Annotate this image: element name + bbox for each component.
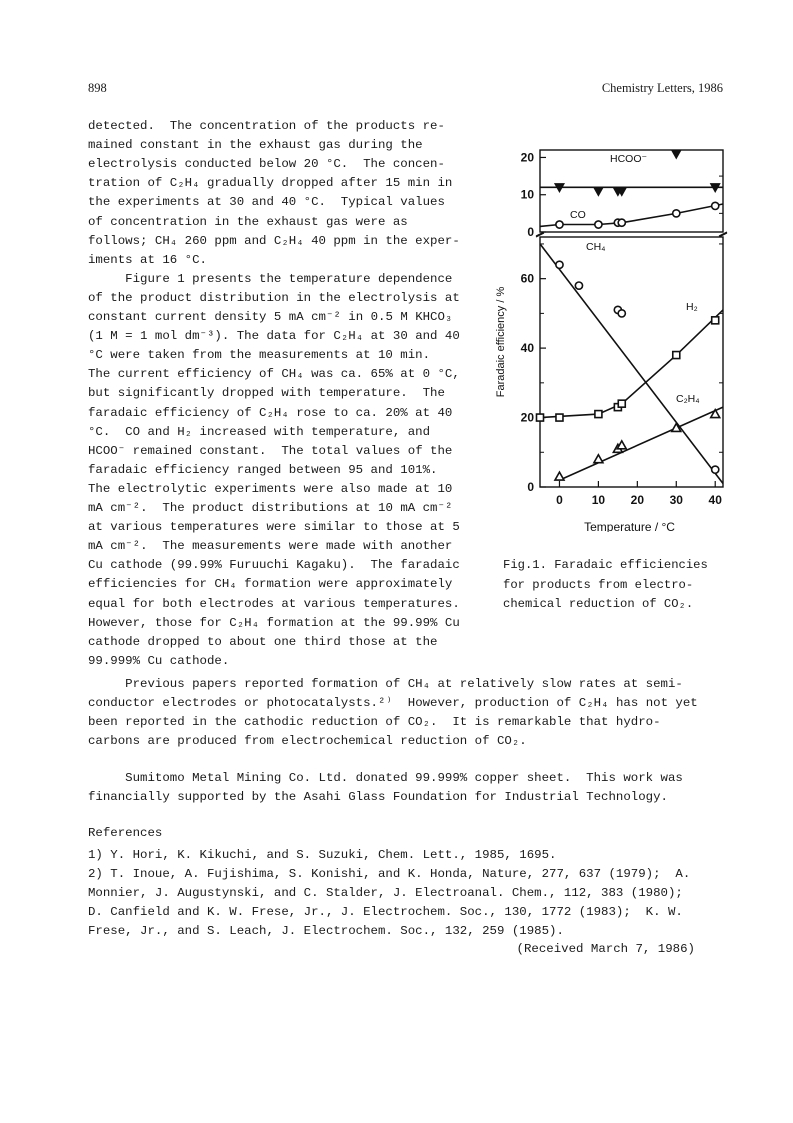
x-tick-label: 10 bbox=[591, 493, 606, 507]
text-line: cathode dropped to about one third those at the bbox=[88, 634, 438, 649]
data-point bbox=[595, 411, 602, 418]
text-line: carbons are produced from electrochemical reduction of CO₂. bbox=[88, 734, 527, 749]
data-point bbox=[672, 150, 681, 158]
reference-line: D. Canfield and K. W. Frese, Jr., J. Electrochem. Soc., 130, 1772 (1983); K. W. bbox=[88, 905, 683, 920]
y-tick-label-lower: 40 bbox=[520, 341, 534, 356]
figure-caption bbox=[503, 556, 708, 615]
text-line: at various temperatures were similar to those at 5 bbox=[88, 520, 460, 535]
text-line: financially supported by the Asahi Glass Foundation for Industrial Technology. bbox=[88, 790, 668, 805]
text-line: iments at 16 °C. bbox=[88, 252, 207, 267]
references-heading: References bbox=[88, 826, 163, 840]
page-number: 898 bbox=[88, 81, 107, 95]
faradaic-efficiency-chart bbox=[490, 132, 730, 532]
caption-line: chemical reduction of CO₂. bbox=[503, 597, 694, 611]
text-line: (1 M = 1 mol dm⁻³). The data for C₂H₄ at 30 and 40 bbox=[88, 329, 460, 344]
text-line: of the product distribution in the electrolysis at bbox=[88, 290, 460, 305]
text-line: electrolysis conducted below 20 °C. The concen- bbox=[88, 157, 445, 172]
journal-title: Chemistry Letters, 1986 bbox=[601, 81, 723, 95]
series-label: C₂H₄ bbox=[676, 393, 700, 405]
text-line: mained constant in the exhaust gas during the bbox=[88, 138, 423, 153]
text-line: of concentration in the exhaust gas were as bbox=[88, 214, 408, 229]
data-point bbox=[618, 400, 625, 407]
text-line: follows; CH₄ 260 ppm and C₂H₄ 40 ppm in the exper- bbox=[88, 233, 460, 248]
series-label: HCOO⁻ bbox=[610, 153, 648, 165]
data-point bbox=[575, 282, 582, 289]
data-point bbox=[672, 423, 681, 431]
series-label: CO bbox=[570, 209, 586, 221]
y-axis-label: Faradaic efficiency / % bbox=[495, 286, 507, 398]
data-point bbox=[595, 221, 602, 228]
text-line: conductor electrodes or photocatalysts.²⁾ However, production of C₂H₄ has not yet bbox=[88, 696, 698, 711]
text-line: faradaic efficiency ranged between 95 and 101%. bbox=[88, 462, 438, 477]
series-line bbox=[540, 204, 723, 226]
series-line bbox=[560, 407, 724, 480]
reference-line: Monnier, J. Augustynski, and C. Stalder, J. Electroanal. Chem., 112, 383 (1980); bbox=[88, 886, 683, 901]
text-line: detected. The concentration of the products re- bbox=[88, 119, 445, 133]
text-line: Previous papers reported formation of CH₄ at relatively slow rates at semi- bbox=[88, 677, 683, 691]
text-line: the experiments at 30 and 40 °C. Typical values bbox=[88, 195, 445, 210]
data-point bbox=[617, 441, 626, 449]
series-label: CH₄ bbox=[586, 241, 606, 253]
data-point bbox=[555, 472, 564, 480]
reference-line: 2) T. Inoue, A. Fujishima, S. Konishi, and K. Honda, Nature, 277, 637 (1979); A. bbox=[88, 867, 691, 882]
x-tick-label: 0 bbox=[556, 493, 563, 507]
text-line: been reported in the cathodic reduction of CO₂. It is remarkable that hydro- bbox=[88, 715, 661, 730]
caption-line: Fig.1. Faradaic efficiencies bbox=[503, 558, 708, 572]
lower-panel-frame bbox=[540, 237, 723, 487]
x-axis-label: Temperature / °C bbox=[584, 520, 675, 532]
data-point bbox=[712, 317, 719, 324]
data-point bbox=[556, 414, 563, 421]
text-line: faradaic efficiency of C₂H₄ rose to ca. 20% at 40 bbox=[88, 405, 453, 420]
text-line: Sumitomo Metal Mining Co. Ltd. donated 99.999% copper sheet. This work was bbox=[88, 771, 683, 785]
text-line: mA cm⁻². The measurements were made with another bbox=[88, 539, 453, 554]
data-point bbox=[711, 410, 720, 418]
data-point bbox=[618, 219, 625, 226]
data-point bbox=[537, 414, 544, 421]
y-tick-label-upper: 10 bbox=[520, 187, 534, 202]
caption-line: for products from electro- bbox=[503, 577, 694, 592]
text-line: °C. CO and H₂ increased with temperature, and bbox=[88, 424, 431, 439]
y-tick-label-upper: 0 bbox=[527, 225, 534, 239]
text-line: HCOO⁻ remained constant. The total values of the bbox=[88, 443, 453, 458]
text-line: but significantly dropped with temperature. The bbox=[88, 386, 445, 401]
text-line: °C were taken from the measurements at 10 min. bbox=[88, 348, 431, 363]
data-point bbox=[712, 466, 719, 473]
y-tick-label-upper: 20 bbox=[520, 150, 534, 165]
text-line: However, those for C₂H₄ formation at the 99.99% Cu bbox=[88, 615, 460, 630]
text-line: equal for both electrodes at various temperatures. bbox=[88, 596, 460, 611]
data-point bbox=[673, 210, 680, 217]
figure-1 bbox=[490, 132, 730, 532]
data-point bbox=[594, 455, 603, 463]
text-line: tration of C₂H₄ gradually dropped after 15 min in bbox=[88, 176, 453, 191]
data-point bbox=[712, 202, 719, 209]
text-line: mA cm⁻². The product distributions at 10 mA cm⁻² bbox=[88, 501, 453, 515]
data-point bbox=[556, 221, 563, 228]
text-line: The electrolytic experiments were also made at 10 bbox=[88, 481, 453, 496]
data-point bbox=[673, 352, 680, 359]
text-line: The current efficiency of CH₄ was ca. 65% at 0 °C, bbox=[88, 367, 460, 382]
x-tick-label: 40 bbox=[708, 493, 722, 507]
received-date: (Received March 7, 1986) bbox=[516, 942, 695, 956]
text-line: Cu cathode (99.99% Furuuchi Kagaku). The faradaic bbox=[88, 558, 460, 573]
text-line: efficiencies for CH₄ formation were approximately bbox=[88, 577, 453, 592]
y-tick-label-lower: 0 bbox=[527, 480, 534, 494]
data-point bbox=[594, 188, 603, 196]
x-tick-label: 30 bbox=[669, 493, 683, 507]
text-line: 99.999% Cu cathode. bbox=[88, 653, 230, 668]
reference-line: 1) Y. Hori, K. Kikuchi, and S. Suzuki, Chem. Lett., 1985, 1695. bbox=[88, 848, 557, 862]
series-label: H₂ bbox=[686, 301, 698, 313]
data-point bbox=[618, 310, 625, 317]
text-line: constant current density 5 mA cm⁻² in 0.5 M KHCO₃ bbox=[88, 310, 453, 324]
data-point bbox=[556, 261, 563, 268]
x-tick-label: 20 bbox=[630, 493, 645, 507]
text-line: Figure 1 presents the temperature dependence bbox=[88, 271, 453, 286]
reference-line: Frese, Jr., and S. Leach, J. Electrochem. Soc., 132, 259 (1985). bbox=[88, 924, 564, 939]
y-tick-label-lower: 20 bbox=[520, 410, 534, 425]
y-tick-label-lower: 60 bbox=[520, 271, 534, 286]
